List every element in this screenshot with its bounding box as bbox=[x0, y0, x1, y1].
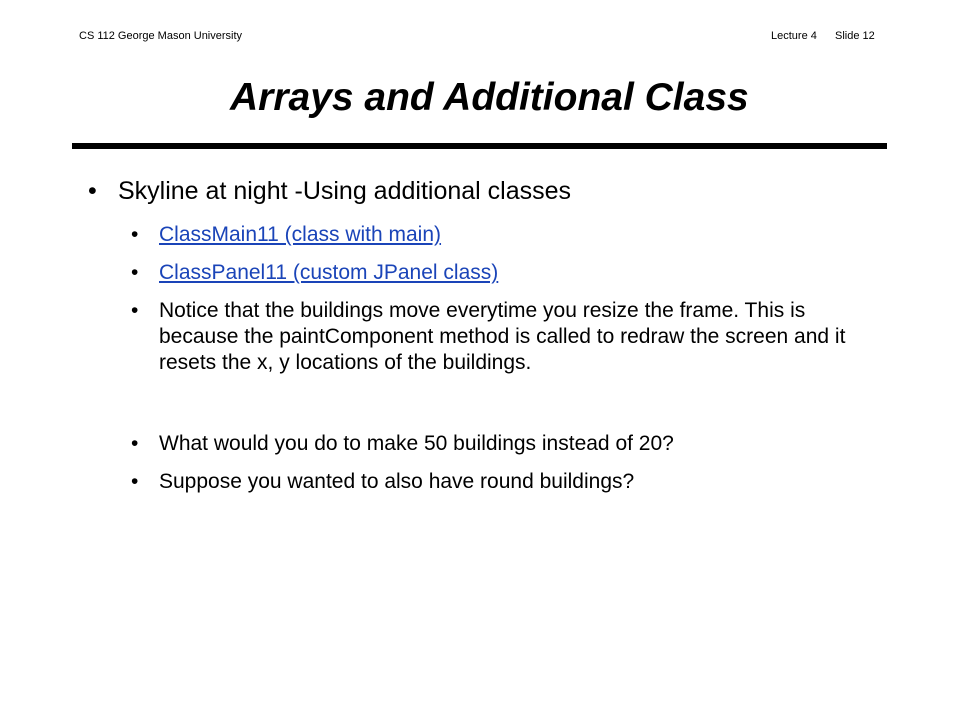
bullet-marker: • bbox=[131, 299, 139, 322]
bullet-marker: • bbox=[131, 432, 139, 455]
bullet-marker: • bbox=[88, 177, 97, 205]
link-classmain11[interactable]: ClassMain11 (class with main) bbox=[159, 223, 442, 246]
note-round-buildings-text: Suppose you wanted to also have round buildings? bbox=[159, 470, 635, 493]
bullet-marker: • bbox=[131, 470, 139, 493]
bullet-marker: • bbox=[131, 223, 139, 246]
slide-number: Slide 12 bbox=[835, 30, 875, 42]
bullet-main-text: Skyline at night -Using additional classes bbox=[118, 177, 572, 205]
link-classpanel11[interactable]: ClassPanel11 (custom JPanel class) bbox=[159, 261, 499, 284]
title-divider bbox=[72, 143, 887, 149]
slide-title: Arrays and Additional Class bbox=[230, 76, 749, 119]
bullet-marker: • bbox=[131, 261, 139, 284]
lecture-number: Lecture 4 bbox=[771, 30, 817, 42]
course-header: CS 112 George Mason University bbox=[79, 30, 243, 42]
note-resize-text: Notice that the buildings move everytime you resize the frame. This is because the paintComponent method is called to redraw the screen and it resets the x, y locations of the buildings. bbox=[159, 299, 846, 374]
note-50-buildings-text: What would you do to make 50 buildings instead of 20? bbox=[159, 432, 674, 455]
